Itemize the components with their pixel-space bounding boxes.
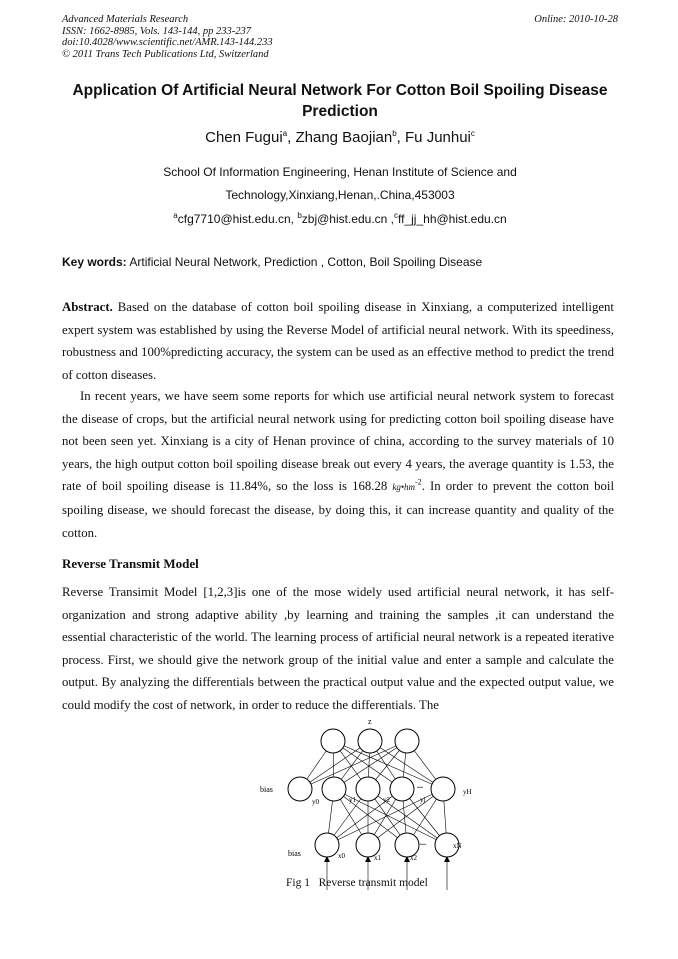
keywords-text: Artificial Neural Network, Prediction , Cotton, Boil Spoiling Disease: [129, 255, 483, 269]
output-neuron: [395, 729, 419, 753]
output-neuron: [321, 729, 345, 753]
hidden-neuron: [356, 777, 380, 801]
author-name: Fu Junhui: [405, 129, 471, 146]
network-diagram: [250, 712, 490, 892]
doi-line: doi:10.4028/www.scientific.net/AMR.143-144.233: [62, 37, 273, 48]
unit-exponent: -2: [415, 478, 422, 488]
affiliation: [62, 161, 618, 207]
email-list: $^a$cfg7710@hist.edu.cn, $^b$zbj@hist.edu.cn ,$^c$ff_jj_hh@hist.edu.cn: [173, 211, 507, 226]
abstract-paragraph: [62, 296, 614, 386]
author-name: Zhang Baojian: [295, 129, 393, 146]
author-name: Chen Fugui: [205, 129, 283, 146]
unit-kg-hm: kg•hm: [392, 482, 416, 493]
caption-number: Fig 1: [286, 877, 310, 889]
section-heading: Reverse Transmit Model: [62, 556, 199, 571]
label-yj: yj: [420, 796, 426, 804]
running-header: [62, 14, 618, 60]
author-sup: a: [282, 129, 288, 138]
intro-text: In recent years, we have seem some reports for which use artificial neural network system to forecast the disease of crops, but the artificial neural network using for predicting cotton boil spoiling disease have not been seen yet. Xinxiang is a city of Henan province of china, according to the survey materials of 10 years, the high output cotton boil spoiling disease break out every 4 years, the average quantity is 1.53, the rate of boil spoiling disease is 11.84%, so the loss is 168.28: [62, 389, 614, 494]
output-neuron: [358, 729, 382, 753]
email-address[interactable]: zbj@hist.edu.cn: [301, 212, 388, 226]
label-x2: x2: [410, 854, 417, 862]
email-sup: a: [173, 211, 178, 220]
online-date: Online: 2010-10-28: [534, 14, 618, 25]
affiliation-line: School Of Information Engineering, Henan Institute of Science and: [163, 165, 517, 179]
label-xN: xN: [453, 842, 462, 850]
affiliation-line: Technology,Xinxiang,Henan,.China,453003: [225, 188, 455, 202]
input-ellipsis: ...: [420, 838, 426, 847]
label-yH: yH: [463, 788, 472, 796]
label-y2: y2: [383, 796, 390, 804]
abstract-text: Based on the database of cotton boil spoiling disease in Xinxiang, a computerized intelligent expert system was established by using the Reverse Model of artificial neural network. With its speediness, robustness and 100%predicting accuracy, the system can be used as an effective method to predict the trend of cotton diseases.: [62, 300, 614, 382]
hidden-neuron: [322, 777, 346, 801]
email-address[interactable]: ff_jj_hh@hist.edu.cn: [398, 212, 507, 226]
author-list: Chen Fugui$^a$, Zhang Baojian$^b$, Fu Junhui$^c$: [205, 129, 475, 146]
paper-title: Application Of Artificial Neural Network For Cotton Boil Spoiling Disease Prediction: [72, 82, 608, 120]
label-bias-input: bias: [288, 849, 301, 858]
intro-paragraph: [62, 385, 614, 544]
caption-text: Reverse transmit model: [318, 877, 428, 889]
author-sup: b: [392, 129, 397, 138]
journal-name: Advanced Materials Research: [62, 14, 189, 25]
email-sup: c: [394, 211, 399, 220]
hidden-bias-neuron: [288, 777, 312, 801]
label-x0: x0: [338, 852, 345, 860]
label-y0: y0: [312, 798, 319, 806]
intro-text-cont: . In order to prevent the cotton boil spoiling disease, we should forecast the disease, by doing this, it can increase quantity and quality of the cotton.: [62, 479, 615, 540]
neurons: [288, 729, 459, 857]
input-bias-neuron: [315, 833, 339, 857]
hidden-neuron: [390, 777, 414, 801]
label-x1: x1: [374, 854, 381, 862]
caption-line: [286, 877, 428, 889]
abstract-label: Abstract.: [62, 300, 113, 314]
hidden-neuron: [431, 777, 455, 801]
email-address[interactable]: cfg7710@hist.edu.cn: [177, 212, 291, 226]
label-y1: y1: [349, 796, 356, 804]
keywords-label: Key words:: [62, 255, 127, 269]
label-bias-hidden: bias: [260, 785, 273, 794]
email-sup: b: [297, 211, 302, 220]
issn-line: ISSN: 1662-8985, Vols. 143-144, pp 233-237: [62, 25, 251, 37]
model-paragraph: Reverse Transimit Model [1,2,3]is one of the mose widely used artificial neural network, it has self-organization and strong adaptive ability ,by learning and training the samples ,it can understand the essential characteristic of the world. The learning process of artificial neural network is a repeated iterative process. First, we should give the network group of the initial value and enter a sample and calculate the output. By analyzing the differentials between the practical output value and the expected output value, we could modify the cost of network, in order to reduce the differentials. The: [62, 585, 614, 712]
connection-lines: [300, 741, 447, 890]
label-z: z: [368, 717, 372, 726]
hidden-ellipsis: ...: [417, 781, 423, 790]
author-sup: c: [470, 129, 475, 138]
keywords: [62, 255, 618, 269]
copyright-line: © 2011 Trans Tech Publications Ltd, Switzerland: [62, 48, 269, 60]
